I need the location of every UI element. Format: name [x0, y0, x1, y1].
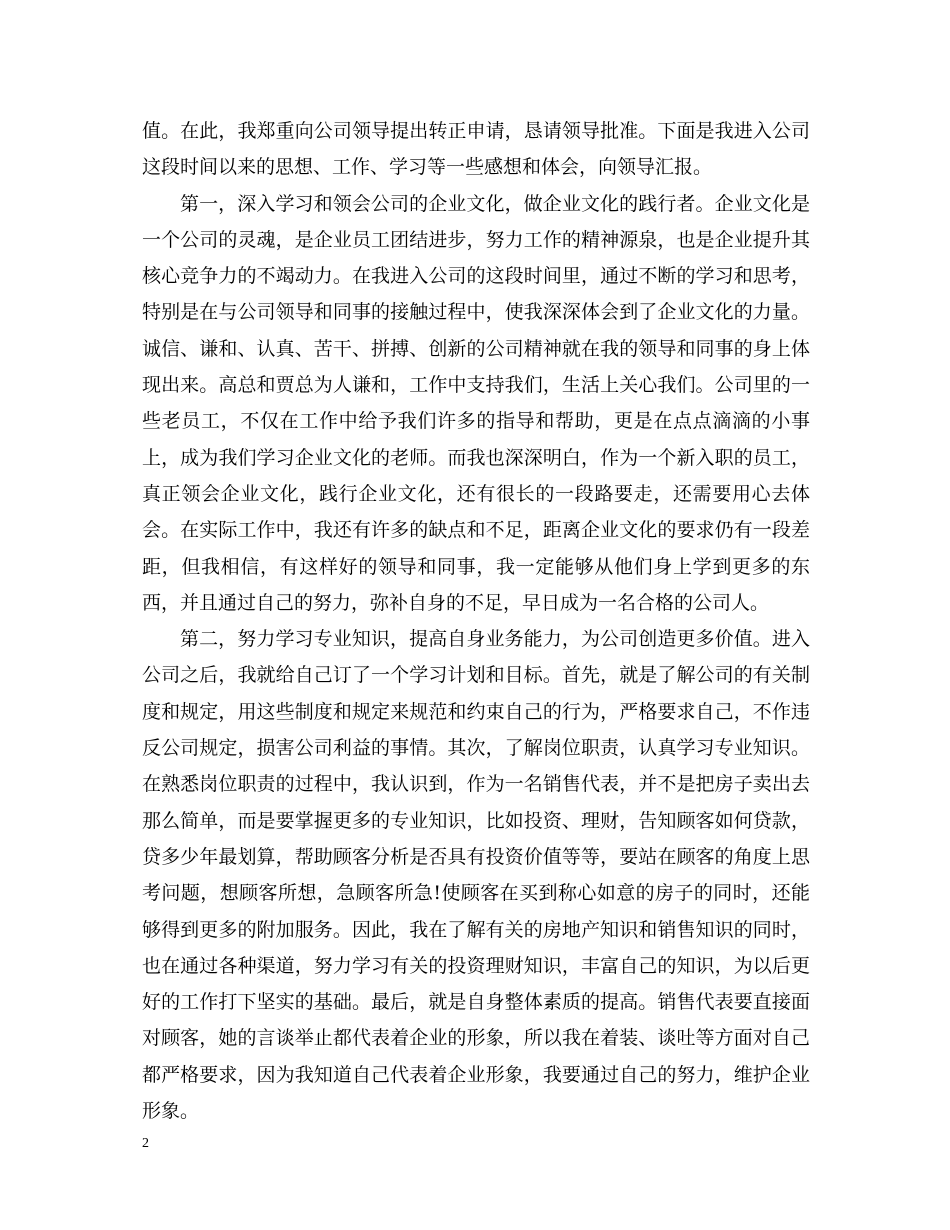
body-text [142, 113, 810, 1129]
paragraph-continuation: 值。在此，我郑重向公司领导提出转正申请，恳请领导批准。下面是我进入公司这段时间以来的思想、工作、学习等一些感想和体会，向领导汇报。 [142, 120, 810, 179]
paragraph-corporate-culture: 第一，深入学习和领会公司的企业文化，做企业文化的践行者。企业文化是一个公司的灵魂，是企业员工团结进步，努力工作的精神源泉，也是企业提升其核心竞争力的不竭动力。在我进入公司的这段时间里，通过不断的学习和思考，特别是在与公司领导和同事的接触过程中，使我深深体会到了企业文化的力量。诚信、谦和、认真、苦干、拼搏、创新的公司精神就在我的领导和同事的身上体现出来。高总和贾总为人谦和，工作中支持我们，生活上关心我们。公司里的一些老员工，不仅在工作中给予我们许多的指导和帮助，更是在点点滴滴的小事上，成为我们学习企业文化的老师。而我也深深明白，作为一个新入职的员工，真正领会企业文化，践行企业文化，还有很长的一段路要走，还需要用心去体会。在实际工作中，我还有许多的缺点和不足，距离企业文化的要求仍有一段差距，但我相信，有这样好的领导和同事，我一定能够从他们身上学到更多的东西，并且通过自己的努力，弥补自身的不足，早日成为一名合格的公司人。 [142, 192, 810, 614]
paragraph-professional-knowledge: 第二，努力学习专业知识，提高自身业务能力，为公司创造更多价值。进入公司之后，我就给自己订了一个学习计划和目标。首先，就是了解公司的有关制度和规定，用这些制度和规定来规范和约束自己的行为，严格要求自己，不作违反公司规定，损害公司利益的事情。其次，了解岗位职责，认真学习专业知识。在熟悉岗位职责的过程中，我认识到，作为一名销售代表，并不是把房子卖出去那么简单，而是要掌握更多的专业知识，比如投资、理财，告知顾客如何贷款，贷多少年最划算，帮助顾客分析是否具有投资价值等等，要站在顾客的角度上思考问题，想顾客所想，急顾客所急!使顾客在买到称心如意的房子的同时，还能够得到更多的附加服务。因此，我在了解有关的房地产知识和销售知识的同时，也在通过各种渠道，努力学习有关的投资理财知识，丰富自己的知识，为以后更好的工作打下坚实的基础。最后，就是自身整体素质的提高。销售代表要直接面对顾客，她的言谈举止都代表着企业的形象，所以我在着装、谈吐等方面对自己都严格要求，因为我知道自己代表着企业形象，我要通过自己的努力，维护企业形象。 [142, 628, 810, 1123]
page-number: 2 [142, 1136, 149, 1151]
